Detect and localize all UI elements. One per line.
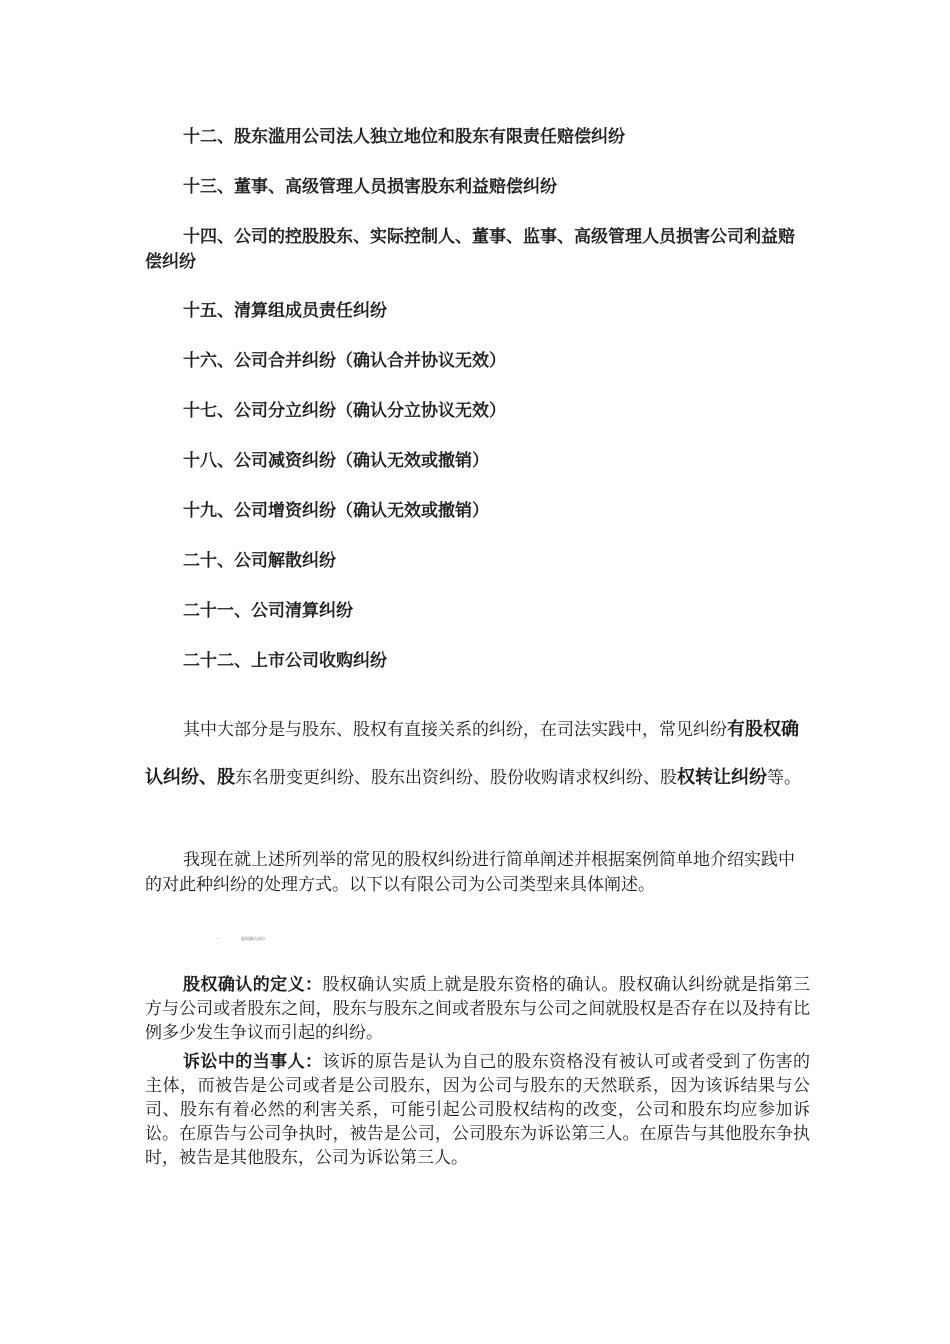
- list-item-14: 十四、公司的控股股东、实际控制人、董事、监事、高级管理人员损害公司利益赔偿纠纷: [145, 227, 795, 272]
- summary-paragraph: [145, 706, 810, 802]
- summary-text-6: 等。: [767, 768, 801, 788]
- definition-paragraph: [145, 973, 810, 1045]
- definition-lead: 股权确认的定义：: [183, 975, 323, 995]
- parties-paragraph: [145, 1050, 810, 1170]
- list-item-15: 十五、清算组成员责任纠纷: [183, 301, 387, 321]
- list-item-13: 十三、董事、高级管理人员损害股东利益赔偿纠纷: [183, 177, 557, 197]
- parties-lead: 诉讼中的当事人：: [183, 1052, 323, 1072]
- definition-text: 股权确认实质上就是股东资格的确认。股权确认纠纷就是指第三方与公司或者股东之间，股东与股东之间或者股东与公司之间就股权是否存在以及持有比例多少发生争议而引起的纠纷。: [145, 975, 811, 1043]
- list-item-22: 二十二、上市公司收购纠纷: [183, 651, 387, 671]
- list-item-20: 二十、公司解散纠纷: [183, 551, 336, 571]
- summary-text-5: 权转让纠纷: [677, 767, 767, 788]
- small-note-right: 股权确认纠纷: [241, 936, 265, 941]
- list-item-17: 十七、公司分立纠纷（确认分立协议无效）: [183, 401, 506, 421]
- summary-text-2: 有: [727, 719, 745, 740]
- intro-paragraph: 我现在就上述所列举的常见的股权纠纷进行简单阐述并根据案例简单地介绍实践中的对此种纠纷的处理方式。以下以有限公司为公司类型来具体阐述。: [145, 850, 795, 895]
- summary-text-1: 其中大部分是与股东、股权有直接关系的纠纷，在司法实践中，常见纠纷: [183, 720, 727, 740]
- summary-text-3: 股权确认纠纷、股: [145, 719, 799, 788]
- parties-text: 该诉的原告是认为自己的股东资格没有被认可或者受到了伤害的主体，而被告是公司或者是公司股东，因为公司与股东的天然联系，因为该诉结果与公司、股东有着必然的利害关系，可能引起公司股权结构的改变，公司和股东均应参加诉讼。在原告与公司争执时，被告是公司，公司股东为诉讼第三人。在原告与其他股东争执时，被告是其他股东，公司为诉讼第三人。: [145, 1052, 811, 1168]
- list-item-16: 十六、公司合并纠纷（确认合并协议无效）: [183, 351, 506, 371]
- small-heading-note: [215, 936, 265, 942]
- summary-text-4: 东名册变更纠纷、股东出资纠纷、股份收购请求权纠纷、股: [235, 768, 677, 788]
- small-note-left: 一: [215, 936, 219, 941]
- list-item-18: 十八、公司减资纠纷（确认无效或撤销）: [183, 451, 489, 471]
- list-item-19: 十九、公司增资纠纷（确认无效或撤销）: [183, 501, 489, 521]
- list-item-21: 二十一、公司清算纠纷: [183, 601, 353, 621]
- list-item-12: 十二、股东滥用公司法人独立地位和股东有限责任赔偿纠纷: [183, 127, 625, 147]
